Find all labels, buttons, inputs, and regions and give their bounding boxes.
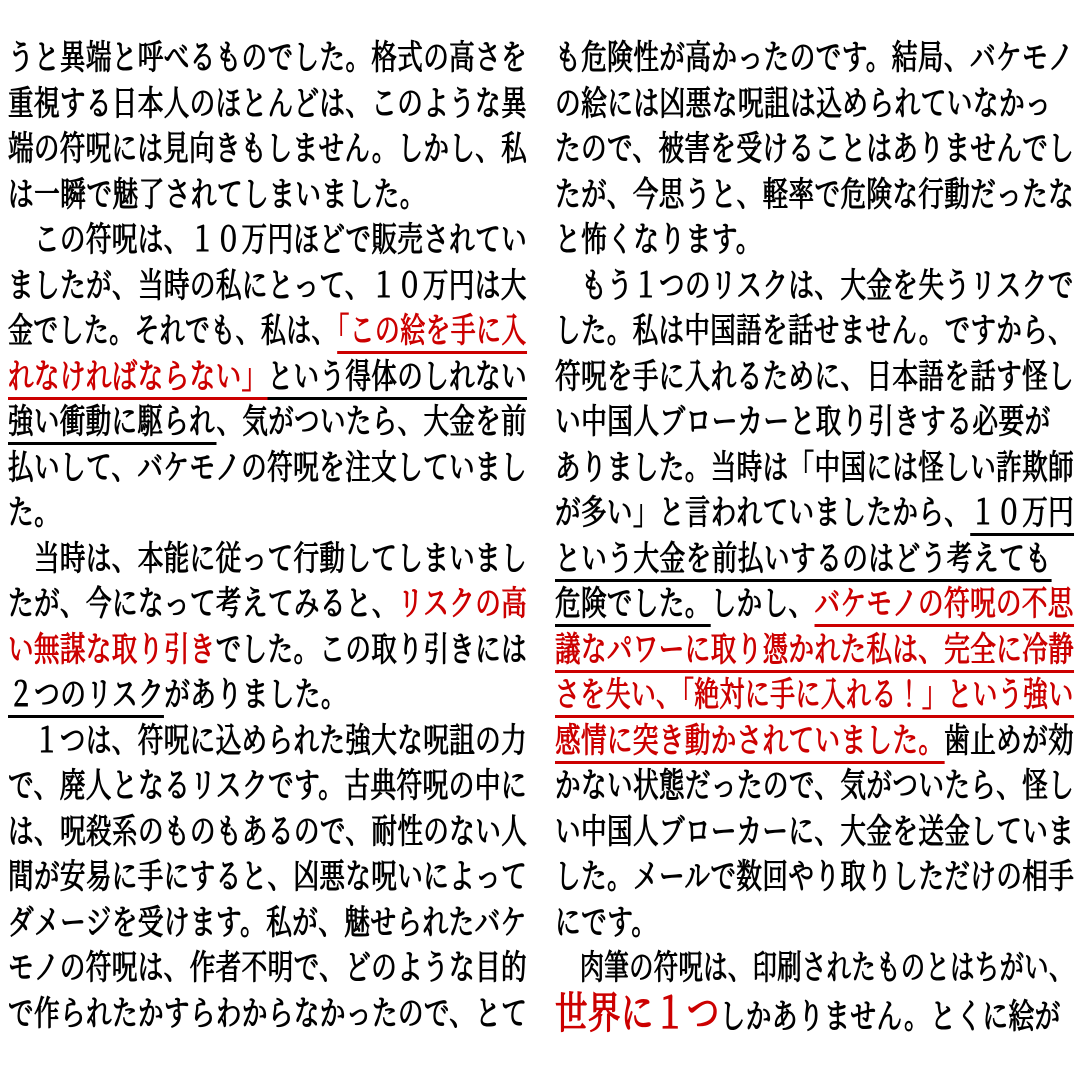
text-line [555,628,1075,674]
text-column-left [8,36,527,1080]
text-line [8,855,528,901]
text-line [8,901,527,947]
text-line [555,673,1074,719]
text-segment: モノの符呪は、作者不明で、どのような目的 [8,949,528,987]
text-segment: は、呪殺系のものもあるので、耐性のない人 [8,812,528,851]
text-segment: 歯止めが効 [944,721,1075,760]
text-segment: 当時は、本能に従って行動してしまいまし [8,539,528,578]
text-line [8,719,528,765]
text-segment: の絵には凶悪な呪詛は込められていなかっ [555,84,1052,123]
text-segment: ましたが、当時の私にとって、１０万円は大 [8,266,527,305]
text-line [8,218,528,264]
text-line [555,264,1074,310]
text-segment: かない状態だったので、気がついたら、怪し [555,767,1075,805]
text-line [555,719,1075,765]
text-line [8,309,527,355]
text-line [8,673,401,719]
text-segment: という大金を前払いするのはどう考えても [555,540,1051,582]
text-segment: が多い」と言われていましたから、 [555,494,971,532]
text-segment: 、気がついたら、大金を前 [216,403,528,441]
text-segment: した。メールで数回やり取りしただけの相手 [555,858,1075,896]
text-segment: 重視する日本人のほとんどは、このような異 [8,84,528,123]
text-segment: た。 [8,494,61,532]
text-segment: 金でした。それでも、私は、 [8,312,337,350]
text-segment: れなければならない」 [8,358,268,400]
text-line [8,764,527,810]
text-line [555,537,1052,583]
text-segment: という得体のしれない [268,358,528,400]
text-line [8,537,528,583]
text-segment: しかありません。とくに絵が [719,997,1061,1036]
text-segment: １０万円 [970,494,1074,536]
text-segment: この符呪は、１０万円ほどで販売されてい [8,221,528,259]
text-line [8,173,426,219]
text-segment: 世界に１つ [555,989,720,1038]
text-segment: リスクの高 [397,585,528,623]
text-segment: たが、今になって考えてみると、 [8,585,398,623]
text-segment: 感情に突き動かされていました。 [555,722,944,764]
text-segment: バケモノの符呪の不思 [815,585,1074,627]
text-segment: で作られたかすらわからなかったので、とて [8,994,528,1033]
text-line [8,992,528,1038]
text-segment: ダメージを受けます。私が、魅せられたバケ [8,903,527,942]
text-segment: たが、今思うと、軽率で危険な行動だったな [555,175,1075,214]
text-line [8,82,528,128]
text-line [555,36,1074,82]
text-line [555,946,1074,992]
text-segment: 符呪を手に入れるために、日本語を話す怪し [555,357,1075,396]
text-line [555,582,1074,628]
text-line [8,628,528,674]
text-segment: １つは、符呪に込められた強大な呪詛の力 [8,721,528,760]
text-line [8,582,528,628]
text-line [555,127,1075,173]
text-line [8,491,401,537]
text-line [555,400,1051,446]
text-segment: 強い衝動に駆られ [8,403,217,445]
text-line [8,355,528,401]
text-line [555,218,948,264]
text-segment: い無謀な取り引き [8,630,216,669]
text-segment: も危険性が高かったのです。結局、バケモノ [555,39,1074,77]
text-line [8,127,528,173]
text-line [8,264,527,310]
text-segment: 間が安易に手にすると、凶悪な呪いによって [8,858,528,896]
text-line [555,810,1075,856]
text-segment: 「この絵を手に入 [337,312,527,354]
text-segment: 議なパワーに取り憑かれた私は、完全に冷静 [555,631,1074,673]
text-segment: で、廃人となるリスクです。古典符呪の中に [8,767,527,805]
text-segment: たので、被害を受けることはありませんでし [555,130,1075,168]
text-line [8,400,528,446]
text-line [8,446,528,492]
text-segment: 端の符呪には見向きもしません。しかし、私 [8,130,528,168]
text-segment: がありました。 [164,676,348,714]
text-segment: した。私は中国語を話せません。ですから、 [555,312,1075,350]
text-segment: 払いして、バケモノの符呪を注文していまし [8,448,528,487]
text-segment: うと異端と呼べるものでした。格式の高さを [8,39,528,77]
text-segment: にです。 [555,903,658,942]
text-segment: しかし、 [710,585,815,623]
text-segment: と怖くなります。 [555,221,762,259]
text-segment: い中国人ブローカーに、大金を送金していま [555,812,1075,851]
text-segment: い中国人ブローカーと取り引きする必要が [555,403,1051,441]
text-line [555,989,1061,1038]
text-segment: ありました。当時は「中国には怪しい詐欺師 [555,448,1075,487]
text-line [555,764,1075,810]
text-segment: は一瞬で魅了されてしまいました。 [8,175,426,214]
text-segment: ２つのリスク [8,676,164,718]
text-line [555,173,1075,219]
text-line [555,901,948,947]
text-line [8,810,528,856]
text-line [555,82,1052,128]
text-segment: もう１つのリスクは、大金を失うリスクで [555,266,1074,305]
text-segment: さを失い、「絶対に手に入れる！」という強い [555,676,1074,718]
text-line [555,446,1075,492]
text-line [555,491,1075,537]
text-segment: 肉筆の符呪は、印刷されたものとはちがい、 [555,949,1074,987]
text-line [555,355,1075,401]
text-line [8,36,528,82]
text-line [555,309,1075,355]
text-segment: でした。この取り引きには [215,630,528,669]
text-line [555,855,1075,901]
text-segment: 危険でした。 [555,585,711,627]
text-line [8,946,528,992]
text-column-right [555,36,1074,1080]
